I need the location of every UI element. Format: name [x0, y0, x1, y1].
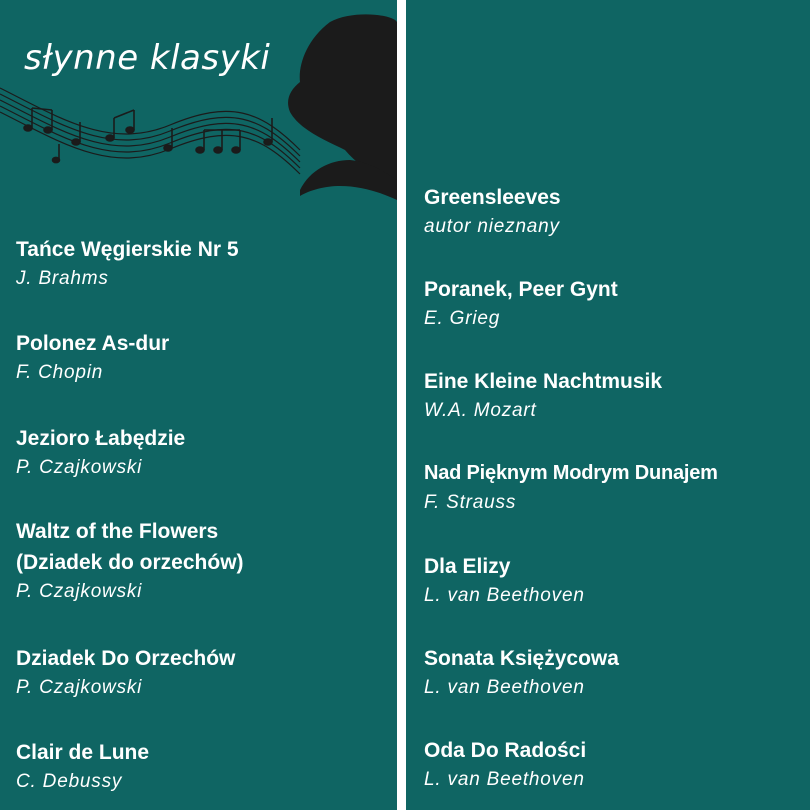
list-item [16, 643, 406, 702]
piece-composer: P. Czajkowski [16, 457, 143, 478]
list-item [16, 737, 406, 796]
piece-composer: J. Brahms [16, 268, 109, 289]
piece-title: Jezioro Łabędzie [16, 427, 186, 450]
list-item [424, 551, 810, 610]
list-item [16, 516, 406, 606]
composer-silhouette-icon [288, 14, 397, 200]
composer-illustration [0, 0, 397, 210]
piece-composer: F. Strauss [424, 492, 517, 513]
list-item [424, 643, 810, 702]
piece-composer: P. Czajkowski [16, 581, 143, 602]
piece-title: Eine Kleine Nachtmusik [424, 370, 663, 393]
piece-composer: P. Czajkowski [16, 677, 143, 698]
piece-composer: W.A. Mozart [424, 400, 537, 421]
piece-composer: E. Grieg [424, 308, 501, 329]
list-item [424, 458, 808, 517]
list-item [424, 735, 810, 794]
piece-composer: L. van Beethoven [424, 769, 585, 790]
piece-composer: F. Chopin [16, 362, 104, 383]
page-title: słynne klasyki [24, 38, 271, 78]
piece-title: Tańce Węgierskie Nr 5 [16, 238, 239, 261]
piece-title: Dla Elizy [424, 555, 511, 578]
list-item [424, 366, 810, 425]
piece-title: Poranek, Peer Gynt [424, 278, 618, 301]
list-item [16, 328, 406, 387]
piece-composer: L. van Beethoven [424, 677, 585, 698]
piece-composer: C. Debussy [16, 771, 123, 792]
list-item [424, 182, 810, 241]
piece-composer: autor nieznany [424, 216, 560, 237]
list-item [424, 274, 810, 333]
list-item [16, 234, 406, 293]
piece-title: Polonez As-dur [16, 332, 170, 355]
piece-title: Sonata Księżycowa [424, 647, 619, 670]
piece-title: Dziadek Do Orzechów [16, 647, 236, 670]
piece-title: Waltz of the Flowers (Dziadek do orzechów) [16, 520, 244, 574]
piece-title: Oda Do Radości [424, 739, 587, 762]
piece-title: Greensleeves [424, 186, 561, 209]
piece-composer: L. van Beethoven [424, 585, 585, 606]
piece-title: Nad Pięknym Modrym Dunajem [424, 462, 718, 484]
music-notes-icon [24, 108, 272, 163]
piece-title: Clair de Lune [16, 741, 150, 764]
list-item [16, 423, 406, 482]
